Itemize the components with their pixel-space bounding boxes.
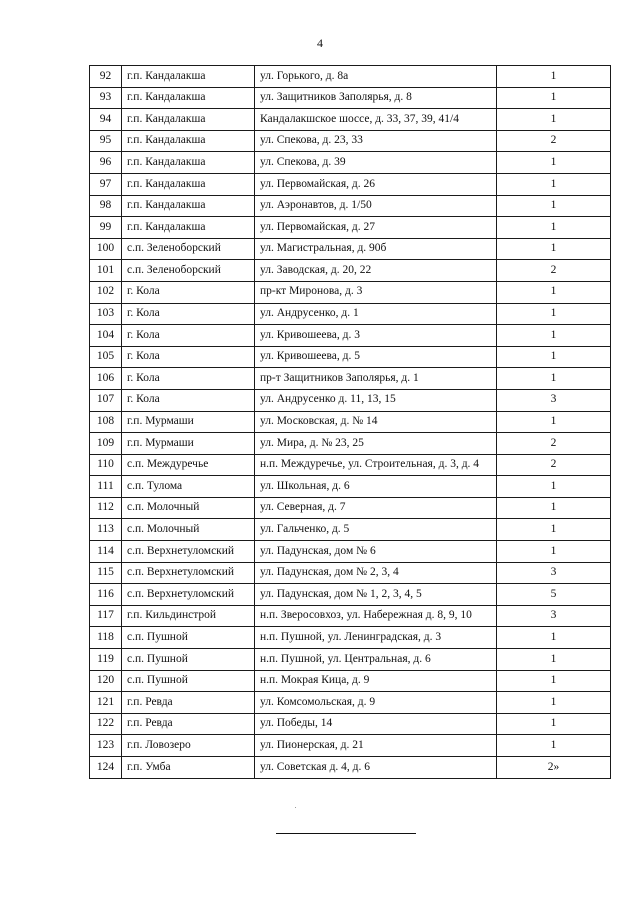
row-number-cell: 123 [90, 735, 122, 757]
row-number-cell: 100 [90, 238, 122, 260]
row-number-cell: 95 [90, 130, 122, 152]
count-cell: 1 [497, 109, 611, 131]
row-number-cell: 114 [90, 541, 122, 563]
settlement-cell: г.п. Кандалакша [122, 109, 255, 131]
address-cell: ул. Защитников Заполярья, д. 8 [255, 87, 497, 109]
count-cell: 1 [497, 735, 611, 757]
table-row [90, 670, 611, 692]
address-cell: ул. Гальченко, д. 5 [255, 519, 497, 541]
count-cell: 2 [497, 260, 611, 282]
count-cell: 1 [497, 152, 611, 174]
settlement-cell: с.п. Зеленоборский [122, 260, 255, 282]
address-cell: ул. Школьная, д. 6 [255, 476, 497, 498]
table-row [90, 66, 611, 88]
footer-rule [276, 833, 416, 834]
address-cell: ул. Кривошеева, д. 3 [255, 325, 497, 347]
table-row [90, 260, 611, 282]
row-number-cell: 105 [90, 346, 122, 368]
row-number-cell: 101 [90, 260, 122, 282]
table-row [90, 130, 611, 152]
address-cell: ул. Московская, д. № 14 [255, 411, 497, 433]
row-number-cell: 96 [90, 152, 122, 174]
address-cell: ул. Кривошеева, д. 5 [255, 346, 497, 368]
row-number-cell: 97 [90, 173, 122, 195]
settlement-cell: с.п. Пушной [122, 649, 255, 671]
row-number-cell: 118 [90, 627, 122, 649]
settlement-cell: с.п. Пушной [122, 670, 255, 692]
row-number-cell: 112 [90, 497, 122, 519]
address-cell: ул. Заводская, д. 20, 22 [255, 260, 497, 282]
count-cell: 3 [497, 562, 611, 584]
address-cell: Кандалакшское шоссе, д. 33, 37, 39, 41/4 [255, 109, 497, 131]
address-cell: ул. Горького, д. 8а [255, 66, 497, 88]
table-row [90, 519, 611, 541]
settlement-cell: с.п. Зеленоборский [122, 238, 255, 260]
settlement-cell: с.п. Тулома [122, 476, 255, 498]
count-cell: 1 [497, 713, 611, 735]
count-cell: 3 [497, 605, 611, 627]
count-cell: 1 [497, 670, 611, 692]
count-cell: 2 [497, 433, 611, 455]
count-cell: 1 [497, 541, 611, 563]
settlement-cell: с.п. Молочный [122, 497, 255, 519]
count-cell: 1 [497, 476, 611, 498]
row-number-cell: 116 [90, 584, 122, 606]
count-cell: 1 [497, 66, 611, 88]
row-number-cell: 98 [90, 195, 122, 217]
row-number-cell: 117 [90, 605, 122, 627]
settlement-cell: г. Кола [122, 346, 255, 368]
row-number-cell: 122 [90, 713, 122, 735]
settlement-cell: г. Кола [122, 303, 255, 325]
count-cell: 1 [497, 519, 611, 541]
row-number-cell: 92 [90, 66, 122, 88]
count-cell: 2 [497, 130, 611, 152]
address-cell: н.п. Пушной, ул. Центральная, д. 6 [255, 649, 497, 671]
table-row [90, 757, 611, 779]
row-number-cell: 110 [90, 454, 122, 476]
address-cell: н.п. Мокрая Кица, д. 9 [255, 670, 497, 692]
address-cell: ул. Падунская, дом № 2, 3, 4 [255, 562, 497, 584]
table-row [90, 389, 611, 411]
count-cell: 1 [497, 649, 611, 671]
table-row [90, 87, 611, 109]
table-row [90, 368, 611, 390]
count-cell: 1 [497, 303, 611, 325]
table-row [90, 325, 611, 347]
table-row [90, 109, 611, 131]
table-row [90, 584, 611, 606]
address-cell: ул. Андрусенко д. 11, 13, 15 [255, 389, 497, 411]
row-number-cell: 106 [90, 368, 122, 390]
row-number-cell: 109 [90, 433, 122, 455]
row-number-cell: 121 [90, 692, 122, 714]
address-cell: ул. Падунская, дом № 6 [255, 541, 497, 563]
address-cell: ул. Спекова, д. 39 [255, 152, 497, 174]
address-cell: ул. Андрусенко, д. 1 [255, 303, 497, 325]
address-cell: ул. Падунская, дом № 1, 2, 3, 4, 5 [255, 584, 497, 606]
count-cell: 5 [497, 584, 611, 606]
table-row [90, 627, 611, 649]
settlement-cell: г.п. Кандалакша [122, 66, 255, 88]
row-number-cell: 119 [90, 649, 122, 671]
row-number-cell: 94 [90, 109, 122, 131]
table-row [90, 281, 611, 303]
row-number-cell: 115 [90, 562, 122, 584]
settlement-cell: г. Кола [122, 389, 255, 411]
settlement-cell: г.п. Мурмаши [122, 411, 255, 433]
table-row [90, 476, 611, 498]
scan-speck [295, 807, 296, 808]
table-row [90, 541, 611, 563]
address-cell: ул. Северная, д. 7 [255, 497, 497, 519]
table-row [90, 433, 611, 455]
table-row [90, 195, 611, 217]
settlement-cell: г.п. Кандалакша [122, 87, 255, 109]
address-cell: ул. Комсомольская, д. 9 [255, 692, 497, 714]
row-number-cell: 102 [90, 281, 122, 303]
address-table [89, 65, 611, 779]
settlement-cell: г.п. Кандалакша [122, 152, 255, 174]
table-row [90, 152, 611, 174]
address-cell: пр-т Защитников Заполярья, д. 1 [255, 368, 497, 390]
table-row [90, 454, 611, 476]
settlement-cell: с.п. Верхнетуломский [122, 562, 255, 584]
table-row [90, 692, 611, 714]
address-cell: ул. Магистральная, д. 90б [255, 238, 497, 260]
table-row [90, 238, 611, 260]
address-cell: пр-кт Миронова, д. 3 [255, 281, 497, 303]
address-table-body [90, 66, 611, 779]
count-cell: 1 [497, 217, 611, 239]
row-number-cell: 120 [90, 670, 122, 692]
count-cell: 1 [497, 692, 611, 714]
settlement-cell: с.п. Верхнетуломский [122, 584, 255, 606]
settlement-cell: с.п. Молочный [122, 519, 255, 541]
table-row [90, 217, 611, 239]
count-cell: 1 [497, 627, 611, 649]
count-cell: 1 [497, 173, 611, 195]
settlement-cell: г.п. Кандалакша [122, 130, 255, 152]
settlement-cell: с.п. Пушной [122, 627, 255, 649]
address-cell: ул. Первомайская, д. 27 [255, 217, 497, 239]
count-cell: 1 [497, 411, 611, 433]
settlement-cell: г.п. Мурмаши [122, 433, 255, 455]
address-cell: н.п. Пушной, ул. Ленинградская, д. 3 [255, 627, 497, 649]
count-cell: 3 [497, 389, 611, 411]
row-number-cell: 111 [90, 476, 122, 498]
count-cell: 1 [497, 281, 611, 303]
settlement-cell: с.п. Верхнетуломский [122, 541, 255, 563]
row-number-cell: 107 [90, 389, 122, 411]
table-row [90, 605, 611, 627]
address-cell: н.п. Междуречье, ул. Строительная, д. 3, д. 4 [255, 454, 497, 476]
count-cell: 2 [497, 454, 611, 476]
address-cell: ул. Советская д. 4, д. 6 [255, 757, 497, 779]
row-number-cell: 99 [90, 217, 122, 239]
address-cell: н.п. Зверосовхоз, ул. Набережная д. 8, 9, 10 [255, 605, 497, 627]
table-row [90, 346, 611, 368]
page-number: 4 [317, 36, 323, 50]
row-number-cell: 124 [90, 757, 122, 779]
table-row [90, 649, 611, 671]
count-cell: 1 [497, 346, 611, 368]
count-cell: 1 [497, 325, 611, 347]
address-cell: ул. Победы, 14 [255, 713, 497, 735]
table-row [90, 562, 611, 584]
table-row [90, 303, 611, 325]
settlement-cell: с.п. Междуречье [122, 454, 255, 476]
count-cell: 1 [497, 87, 611, 109]
address-cell: ул. Пионерская, д. 21 [255, 735, 497, 757]
settlement-cell: г. Кола [122, 325, 255, 347]
table-row [90, 735, 611, 757]
table-row [90, 713, 611, 735]
address-cell: ул. Аэронавтов, д. 1/50 [255, 195, 497, 217]
settlement-cell: г. Кола [122, 281, 255, 303]
address-cell: ул. Первомайская, д. 26 [255, 173, 497, 195]
settlement-cell: г.п. Ловозеро [122, 735, 255, 757]
settlement-cell: г.п. Ревда [122, 713, 255, 735]
row-number-cell: 108 [90, 411, 122, 433]
row-number-cell: 93 [90, 87, 122, 109]
row-number-cell: 103 [90, 303, 122, 325]
count-cell: 2» [497, 757, 611, 779]
settlement-cell: г.п. Ревда [122, 692, 255, 714]
table-row [90, 497, 611, 519]
address-cell: ул. Спекова, д. 23, 33 [255, 130, 497, 152]
settlement-cell: г. Кола [122, 368, 255, 390]
count-cell: 1 [497, 238, 611, 260]
settlement-cell: г.п. Кандалакша [122, 173, 255, 195]
count-cell: 1 [497, 497, 611, 519]
row-number-cell: 104 [90, 325, 122, 347]
settlement-cell: г.п. Умба [122, 757, 255, 779]
settlement-cell: г.п. Кандалакша [122, 217, 255, 239]
settlement-cell: г.п. Кильдинстрой [122, 605, 255, 627]
count-cell: 1 [497, 368, 611, 390]
address-cell: ул. Мира, д. № 23, 25 [255, 433, 497, 455]
settlement-cell: г.п. Кандалакша [122, 195, 255, 217]
count-cell: 1 [497, 195, 611, 217]
table-row [90, 411, 611, 433]
row-number-cell: 113 [90, 519, 122, 541]
table-row [90, 173, 611, 195]
